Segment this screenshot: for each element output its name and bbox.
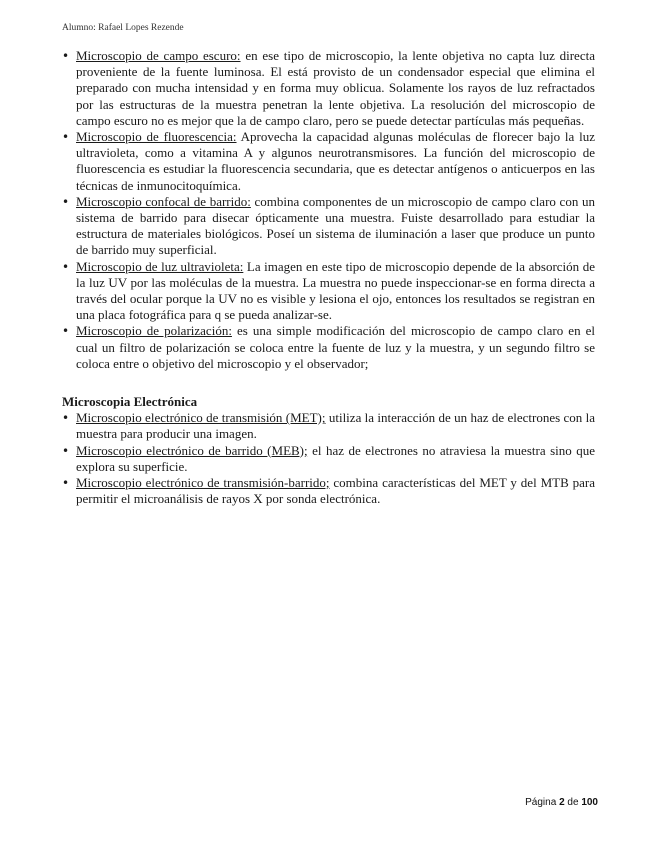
item-term: Microscopio de polarización:	[76, 323, 232, 339]
item-text: combina componentes de un microscopio de campo claro con un sistema de barrido para disecar ópticamente una muestra. Fuiste desarrollado para estudiar la estructura de materiales biológicos. Poseí un sistema de iluminación a laser que produce un punto de barrido muy superficial.	[76, 193, 595, 258]
item-text: es una simple modificación del microscopio de campo claro en el cual un filtro de polarización se coloca entre la fuente de luz y la muestra, y un segundo filtro se coloca entre o objetivo del microscopio y el observador;	[76, 323, 595, 371]
list-item	[62, 129, 595, 194]
total-pages: 100	[581, 797, 598, 808]
list-item	[62, 443, 595, 475]
item-term: Microscopio electrónico de barrido (MEB);	[76, 442, 308, 458]
item-text: el haz de electrones no atraviesa la muestra sino que explora su superficie.	[76, 442, 595, 474]
list-item	[62, 259, 595, 324]
item-text: combina características del MET y del MTB para permitir el microanálisis de rayos X por sonda electrónica.	[76, 475, 595, 507]
of-label: de	[567, 797, 579, 808]
item-text: La imagen en este tipo de microscopio depende de la absorción de la luz UV por las moléculas de la muestra. La muestra no puede inspeccionar-se en forma directa a través del ocular porque la UV no es visible y lesiona el ojo, entonces los resultados se registran en una placa fotográfica para q se pueda analizar-se.	[76, 258, 595, 323]
optical-microscopes-list	[62, 48, 595, 372]
list-item	[62, 475, 595, 507]
electronic-microscopes-list	[62, 410, 595, 507]
document-header: Alumno: Rafael Lopes Rezende	[62, 23, 184, 33]
item-term: Microscopio de campo escuro:	[76, 48, 241, 63]
item-term: Microscopio de fluorescencia:	[76, 129, 237, 145]
list-item	[62, 194, 595, 259]
item-term: Microscopio de luz ultravioleta:	[76, 258, 244, 274]
item-text: utiliza la interacción de un haz de electrones con la muestra para producir una imagen.	[76, 410, 595, 442]
page-label: Página	[525, 797, 557, 808]
item-text: en ese tipo de microscopio, la lente objetiva no capta luz directa proveniente de la fuente luminosa. El está provisto de un condensador especial que elimina el preparado con mucha intensidad y en forma muy oblicua. Solamente los rayos de luz refractados por las estructuras de la muestra penetran la lente objetiva. La resolución del microscopio de campo escuro no es mejor que la de campo claro, pero se puede detectar partículas más pequeñas.	[76, 48, 595, 128]
item-term: Microscopio confocal de barrido:	[76, 193, 251, 209]
section-heading: Microscopia Electrónica	[62, 394, 198, 410]
page-number: 2	[559, 797, 565, 808]
item-text: Aprovecha la capacidad algunas moléculas de florecer bajo la luz ultravioleta, como a vitamina A y algunos neurotransmisores. La función del microscopio de fluorescencia es estudiar la fluorescencia secundaria, que es detectar antígenos o anticuerpos en las técnicas de inmunocitoquímica.	[76, 129, 595, 193]
page-footer	[525, 797, 598, 808]
item-term: Microscopio electrónico de transmisión (MET);	[76, 410, 326, 426]
document-body	[62, 48, 595, 507]
item-term: Microscopio electrónico de transmisión-barrido;	[76, 475, 330, 491]
list-item	[62, 323, 595, 372]
list-item	[62, 410, 595, 442]
list-item	[62, 48, 595, 129]
